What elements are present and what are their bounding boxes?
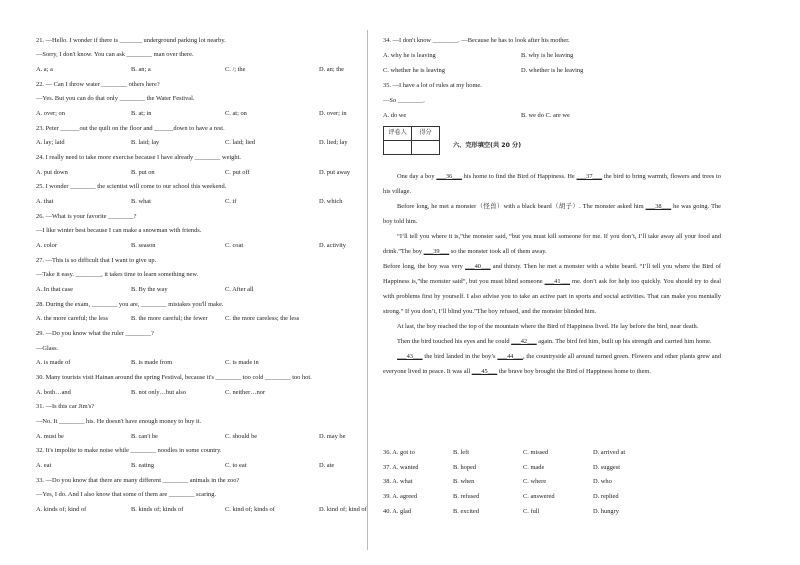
- answer-option: C. at; on: [225, 110, 247, 117]
- answer-option: D. an; the: [319, 66, 345, 73]
- passage-text: Before long, the boy was very: [383, 263, 466, 270]
- passage-paragraph: [383, 319, 721, 334]
- cloze-options-row: [383, 465, 723, 473]
- section-title: 六、完形填空(共 20 分): [453, 142, 522, 149]
- answer-option: D. kind of; kind of: [319, 506, 367, 513]
- passage-text: his home to find the Bird of Happiness. He: [461, 173, 577, 180]
- answer-option: B. season: [131, 242, 156, 249]
- score-cell-score[interactable]: [412, 141, 440, 155]
- options-row: [36, 243, 356, 251]
- answer-option: B. left: [453, 449, 469, 456]
- question-line: 31. —Is this car Jim's?: [36, 403, 95, 410]
- options-row: [383, 53, 723, 61]
- blank-number: ___45___: [471, 368, 498, 375]
- answer-option: B. put on: [131, 169, 155, 176]
- question-line: 30. Many tourists visit Hainan around the spring Festival, because it's ________ too cold ________ too hot.: [36, 374, 312, 381]
- answer-option: A. a; a: [36, 66, 53, 73]
- cloze-options-row: [383, 450, 723, 458]
- answer-option: B. laid; lay: [131, 139, 160, 146]
- options-row: [36, 111, 356, 119]
- question-line: 25. I wonder ________ the scientist will come to our school this weekend.: [36, 183, 227, 190]
- answer-option: B. why is he leaving: [521, 52, 574, 59]
- answer-option: D. which: [319, 198, 343, 205]
- answer-option: D. hungry: [593, 508, 619, 515]
- answer-option: B. not only…but also: [131, 389, 187, 396]
- answer-option: D. lied; lay: [319, 139, 348, 146]
- options-row: [36, 506, 367, 515]
- passage-text: At last, the boy reached the top of the mountain where the Bird of Happiness lived. He lay before the bird, near death.: [397, 323, 699, 330]
- options-row: [36, 463, 356, 471]
- blank-number: ___41___: [544, 278, 571, 285]
- options-row: [36, 360, 356, 368]
- options-row: [36, 67, 356, 75]
- passage-text: , the countryside all around turned green. Flowers and other plants grew and everyone lived in peace. It was all: [383, 353, 721, 375]
- answer-option: A. the more careful; the less: [36, 315, 109, 322]
- answer-option: A. over; on: [36, 110, 65, 117]
- passage-text: the bird to bring warmth, flowers and trees to his village.: [383, 173, 721, 195]
- question-line: —No. It ________ his. He doesn't have enough money to buy it.: [36, 418, 202, 425]
- question-line: 33. —Do you know that there are many different ________ animals in the zoo?: [36, 477, 240, 484]
- answer-option: C. is made in: [225, 359, 259, 366]
- passage-paragraph: [383, 169, 721, 199]
- question-line: —Yes, I do. And I also know that some of them are ________ scaring.: [36, 491, 217, 498]
- passage-text: me. don’t ask for help too quickly. You should try to deal with problems first by yourself. I also advise you to take an active part in sports and social activities. That can make you mentally strong.” If you don’t, I’ll blind you.”The boy refused, and the monster blinded him.: [383, 278, 722, 315]
- passage-paragraph: [383, 199, 721, 229]
- question-line: 32. It's impolite to make noise while ________ noodles in some country.: [36, 447, 222, 454]
- passage-paragraph: [383, 259, 721, 319]
- answer-option: B. what: [131, 198, 151, 205]
- options-row: [36, 170, 356, 178]
- blank-number: ___37___: [576, 173, 603, 180]
- options-row: [36, 140, 356, 148]
- question-line: —I like winter best because I can make a snowman with friends.: [36, 227, 202, 234]
- answer-option: C. put off: [225, 169, 250, 176]
- passage-text: he was going. The boy told him.: [383, 203, 721, 225]
- answer-option: C. neither…nor: [225, 389, 266, 396]
- passage-text: Before long, he met a monster（怪兽）with a black beard（胡子）. The monster asked him: [397, 203, 646, 210]
- answer-option: B. at; in: [131, 110, 152, 117]
- answer-option: A. put down: [36, 169, 68, 176]
- answer-option: A. why he is leaving: [383, 52, 436, 59]
- options-row: [36, 434, 356, 442]
- answer-option: B. kinds of; kinds of: [131, 506, 184, 513]
- score-cell-grader[interactable]: [384, 141, 412, 155]
- score-header-grader: 评卷人: [384, 127, 412, 141]
- passage-text: One day a boy: [397, 173, 437, 180]
- answer-option: C. should be: [225, 433, 258, 440]
- answer-option: C. /; the: [225, 66, 246, 73]
- options-row: [36, 390, 356, 398]
- question-line: —Take it easy. ________, it takes time to learn something new.: [36, 271, 199, 278]
- answer-option: 36. A. got to: [383, 449, 415, 456]
- answer-option: D. arrived at: [593, 449, 626, 456]
- answer-option: C. coat: [225, 242, 244, 249]
- passage-text: the bird landed in the boy’s: [422, 353, 498, 360]
- question-line: —Sorry, I don't know. You can ask ________ man over there.: [36, 51, 194, 58]
- passage-text: so the monster took all of them away.: [449, 248, 547, 255]
- answer-option: C. whether he is leaving: [383, 67, 445, 74]
- blank-number: ___40___: [465, 263, 491, 270]
- answer-option: A. color: [36, 242, 57, 249]
- blank-number: ___44___: [497, 353, 523, 360]
- answer-option: D. over; in: [319, 110, 347, 117]
- blank-number: ___39___: [423, 248, 450, 255]
- answer-option: 40. A. glad: [383, 508, 412, 515]
- answer-option: B. we do C. are we: [521, 112, 570, 119]
- answer-option: A. must be: [36, 433, 64, 440]
- answer-option: 38. A. what: [383, 478, 413, 485]
- question-line: 22. — Can I throw water ________ others here?: [36, 81, 160, 88]
- score-table: [383, 126, 440, 155]
- question-line: 35. —I have a lot of rules at my home.: [383, 82, 482, 89]
- blank-number: ___43___: [397, 353, 423, 360]
- question-line: —So ________.: [383, 97, 425, 104]
- answer-option: C. the more careless; the less: [225, 315, 300, 322]
- answer-option: B. eating: [131, 462, 155, 469]
- options-row: [36, 199, 356, 207]
- answer-option: C. where: [523, 478, 547, 485]
- passage-paragraph: [383, 349, 721, 379]
- answer-option: C. answered: [523, 493, 555, 500]
- passage-paragraph: [383, 229, 721, 259]
- answer-option: A. do we: [383, 112, 407, 119]
- answer-option: A. eat: [36, 462, 52, 469]
- options-row: [383, 68, 723, 76]
- answer-option: A. that: [36, 198, 54, 205]
- answer-option: D. who: [593, 478, 612, 485]
- answer-option: B. is made from: [131, 359, 173, 366]
- answer-option: B. refused: [453, 493, 480, 500]
- column-divider: [367, 30, 368, 550]
- passage-paragraph: [383, 334, 721, 349]
- passage-text: the brave boy brought the Bird of Happiness home to them.: [497, 368, 651, 375]
- question-line: 23. Peter ______out the quilt on the floor and ______down to have a rest.: [36, 125, 225, 132]
- question-line: 26. —What is your favorite ________?: [36, 213, 137, 220]
- answer-option: C. if: [225, 198, 237, 205]
- answer-option: B. excited: [453, 508, 479, 515]
- passage-text: and thirsty. Then he met a monster with a white beard. “I’ll tell you where the Bird of Happiness is,”the monster said“, but you must blind someone: [383, 263, 721, 285]
- cloze-passage: [383, 169, 721, 379]
- score-header-score: 得分: [412, 127, 440, 141]
- answer-option: A. In that case: [36, 286, 73, 293]
- answer-option: C. made: [523, 464, 545, 471]
- passage-text: Then the bird touched his eyes and he could: [397, 338, 512, 345]
- options-row: [36, 316, 356, 324]
- answer-option: D. activity: [319, 242, 346, 249]
- question-line: 21. —Hello. I wonder if there is _______ underground parking lot nearby.: [36, 37, 226, 44]
- blank-number: ___36___: [436, 173, 462, 180]
- answer-option: A. kinds of; kind of: [36, 506, 87, 513]
- answer-option: A. is made of: [36, 359, 71, 366]
- answer-option: B. when: [453, 478, 475, 485]
- question-line: 29. —Do you know what the ruler ________?: [36, 330, 154, 337]
- answer-option: D. may be: [319, 433, 346, 440]
- options-row: [383, 113, 723, 121]
- answer-option: C. missed: [523, 449, 549, 456]
- question-line: 27. —This is so difficult that I want to give up.: [36, 257, 157, 264]
- cloze-options-row: [383, 494, 723, 502]
- blank-number: ___42___: [511, 338, 537, 345]
- options-row: [36, 287, 356, 295]
- cloze-options-row: [383, 509, 723, 517]
- answer-option: 39. A. agreed: [383, 493, 418, 500]
- passage-text: again. The bird fed him, built up his strength and carried him home.: [536, 338, 712, 345]
- answer-option: C. to eat: [225, 462, 247, 469]
- answer-option: B. an; a: [131, 66, 151, 73]
- passage-text: “I’ll tell you where it is,”the monster said, “but you must kill someone for me. If you don’t, I’ll take away all your food and drink.”The boy: [383, 233, 721, 255]
- answer-option: B. By the way: [131, 286, 168, 293]
- cloze-options-row: [383, 479, 723, 487]
- answer-option: C. laid; lied: [225, 139, 255, 146]
- question-line: 28. During the exam, ________ you are, ________ mistakes you'll make.: [36, 301, 224, 308]
- answer-option: 37. A. wanted: [383, 464, 419, 471]
- answer-option: D. replied: [593, 493, 619, 500]
- answer-option: A. both…and: [36, 389, 71, 396]
- question-line: 24. I really need to take more exercise because I have already ________ weight.: [36, 154, 241, 161]
- question-line: 34. —I don't know ________. —Because he has to look after his mother.: [383, 37, 570, 44]
- answer-option: D. put away: [319, 169, 351, 176]
- answer-option: C. kind of; kinds of: [225, 506, 275, 513]
- answer-option: D. ate: [319, 462, 335, 469]
- answer-option: D. whether is he leaving: [521, 67, 584, 74]
- answer-option: B. the more careful; the fewer: [131, 315, 208, 322]
- answer-option: C. full: [523, 508, 540, 515]
- question-line: —Glass.: [36, 345, 59, 352]
- answer-option: B. can't be: [131, 433, 158, 440]
- answer-option: C. After all: [225, 286, 254, 293]
- answer-option: B. hoped: [453, 464, 477, 471]
- question-line: —Yes. But you can do that only ________ the Water Festival.: [36, 95, 195, 102]
- answer-option: A. lay; laid: [36, 139, 65, 146]
- answer-option: D. suggest: [593, 464, 620, 471]
- blank-number: ___38___: [645, 203, 672, 210]
